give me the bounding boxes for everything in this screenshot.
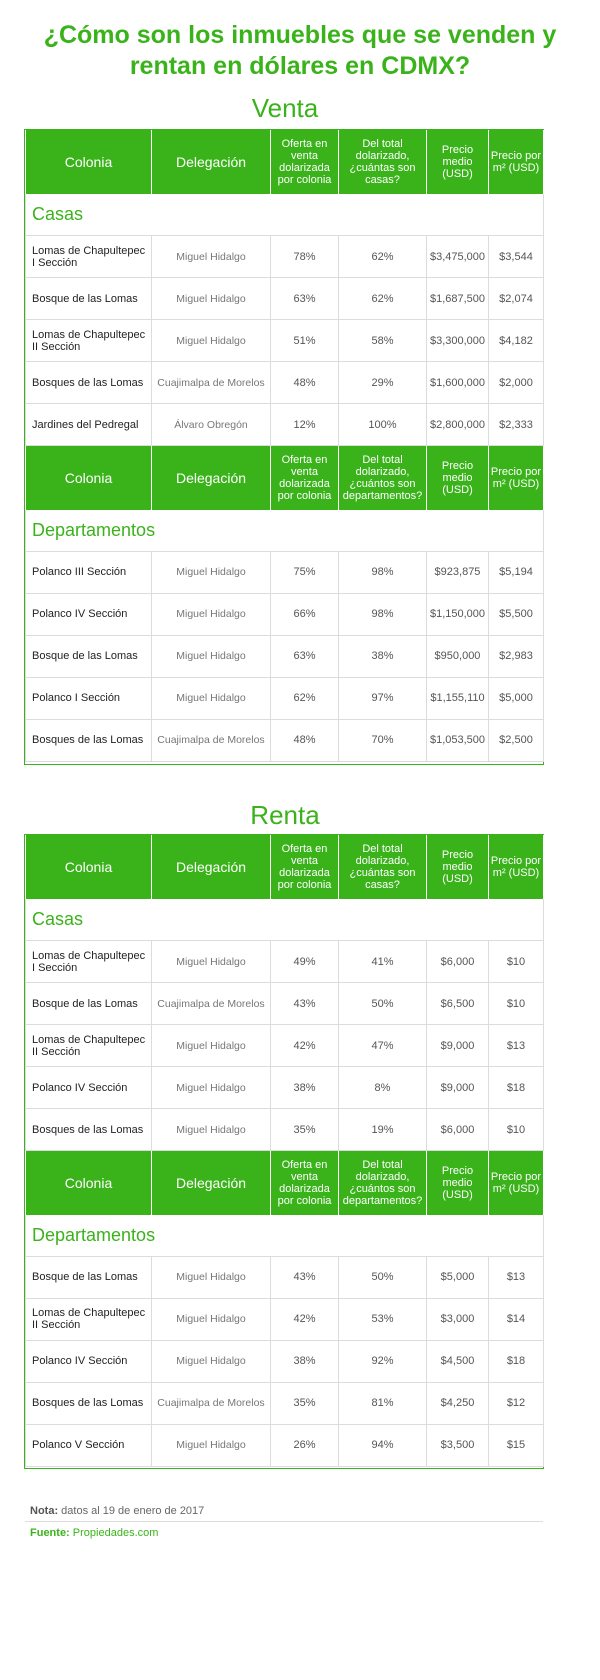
footer-divider [25,1521,543,1522]
title-line-2: rentan en dólares en CDMX? [129,52,471,80]
header-precio-m2: Precio por m² (USD) [489,130,544,194]
precio-medio-cell: $6,500 [427,983,489,1025]
table-row [26,719,544,761]
precio-m2-cell: $18 [489,1067,544,1109]
total-cell: 58% [339,320,427,362]
header-precio-m2: Precio por m² (USD) [489,835,544,899]
header-row [26,835,544,899]
total-cell: 97% [339,677,427,719]
precio-medio-cell: $2,800,000 [427,404,489,446]
footer-note [30,1505,204,1517]
header-colonia: Colonia [26,1151,152,1215]
delegacion-cell: Miguel Hidalgo [152,320,271,362]
oferta-cell: 48% [271,362,339,404]
precio-m2-cell: $10 [489,1109,544,1151]
total-cell: 100% [339,404,427,446]
table-row [26,236,544,278]
header-colonia: Colonia [26,446,152,510]
header-precio-medio: Precio medio (USD) [427,835,489,899]
category-label: Departamentos [26,1215,544,1257]
table-row [26,1109,544,1151]
colonia-cell: Lomas de Chapultepec II Sección [26,1298,152,1340]
header-delegacion: Delegación [152,130,271,194]
note-label: Nota: [30,1505,59,1517]
total-cell: 50% [339,983,427,1025]
oferta-cell: 42% [271,1298,339,1340]
oferta-cell: 43% [271,1256,339,1298]
header-precio-m2: Precio por m² (USD) [489,1151,544,1215]
delegacion-cell: Cuajimalpa de Morelos [152,983,271,1025]
total-cell: 53% [339,1298,427,1340]
colonia-cell: Bosque de las Lomas [26,278,152,320]
renta-section-title: Renta [250,800,320,830]
header-delegacion: Delegación [152,446,271,510]
precio-m2-cell: $3,544 [489,236,544,278]
delegacion-cell: Miguel Hidalgo [152,593,271,635]
table-row [26,1256,544,1298]
header-colonia: Colonia [26,130,152,194]
total-cell: 47% [339,1025,427,1067]
precio-medio-cell: $5,000 [427,1256,489,1298]
header-oferta: Oferta en venta dolarizada por colonia [271,1151,339,1215]
precio-m2-cell: $13 [489,1256,544,1298]
table-row [26,1382,544,1424]
colonia-cell: Polanco III Sección [26,551,152,593]
oferta-cell: 43% [271,983,339,1025]
colonia-cell: Jardines del Pedregal [26,404,152,446]
header-precio-medio: Precio medio (USD) [427,1151,489,1215]
delegacion-cell: Álvaro Obregón [152,404,271,446]
precio-medio-cell: $4,250 [427,1382,489,1424]
colonia-cell: Lomas de Chapultepec II Sección [26,1025,152,1067]
total-cell: 41% [339,941,427,983]
oferta-cell: 38% [271,1067,339,1109]
header-total: Del total dolarizado, ¿cuántas son casas? [339,835,427,899]
header-row [26,446,544,510]
precio-medio-cell: $4,500 [427,1340,489,1382]
delegacion-cell: Miguel Hidalgo [152,677,271,719]
precio-m2-cell: $14 [489,1298,544,1340]
header-oferta: Oferta en venta dolarizada por colonia [271,130,339,194]
precio-medio-cell: $6,000 [427,1109,489,1151]
delegacion-cell: Miguel Hidalgo [152,1067,271,1109]
table-row [26,1067,544,1109]
precio-m2-cell: $12 [489,1382,544,1424]
precio-medio-cell: $923,875 [427,551,489,593]
table-row [26,1298,544,1340]
precio-m2-cell: $4,182 [489,320,544,362]
precio-medio-cell: $1,053,500 [427,719,489,761]
header-delegacion: Delegación [152,835,271,899]
colonia-cell: Polanco IV Sección [26,593,152,635]
venta-table [25,130,544,762]
header-precio-m2: Precio por m² (USD) [489,446,544,510]
oferta-cell: 12% [271,404,339,446]
delegacion-cell: Cuajimalpa de Morelos [152,362,271,404]
precio-m2-cell: $2,500 [489,719,544,761]
precio-medio-cell: $9,000 [427,1025,489,1067]
header-row [26,130,544,194]
delegacion-cell: Miguel Hidalgo [152,1025,271,1067]
header-row [26,1151,544,1215]
oferta-cell: 66% [271,593,339,635]
precio-medio-cell: $1,150,000 [427,593,489,635]
delegacion-cell: Miguel Hidalgo [152,941,271,983]
oferta-cell: 63% [271,635,339,677]
delegacion-cell: Miguel Hidalgo [152,1340,271,1382]
precio-medio-cell: $1,600,000 [427,362,489,404]
precio-medio-cell: $3,475,000 [427,236,489,278]
delegacion-cell: Miguel Hidalgo [152,1256,271,1298]
precio-m2-cell: $10 [489,983,544,1025]
table-row [26,320,544,362]
precio-medio-cell: $9,000 [427,1067,489,1109]
precio-medio-cell: $3,500 [427,1424,489,1466]
colonia-cell: Lomas de Chapultepec I Sección [26,941,152,983]
delegacion-cell: Miguel Hidalgo [152,1109,271,1151]
total-cell: 62% [339,278,427,320]
oferta-cell: 78% [271,236,339,278]
category-label: Casas [26,194,544,236]
table-row [26,362,544,404]
total-cell: 8% [339,1067,427,1109]
precio-medio-cell: $950,000 [427,635,489,677]
colonia-cell: Polanco IV Sección [26,1340,152,1382]
precio-m2-cell: $13 [489,1025,544,1067]
header-colonia: Colonia [26,835,152,899]
colonia-cell: Polanco I Sección [26,677,152,719]
oferta-cell: 42% [271,1025,339,1067]
precio-m2-cell: $5,000 [489,677,544,719]
category-row [26,899,544,941]
title-line-1: ¿Cómo son los inmuebles que se venden y [43,21,557,49]
colonia-cell: Bosques de las Lomas [26,362,152,404]
oferta-cell: 35% [271,1382,339,1424]
colonia-cell: Bosques de las Lomas [26,1382,152,1424]
oferta-cell: 62% [271,677,339,719]
header-total: Del total dolarizado, ¿cuántos son departamentos? [339,1151,427,1215]
precio-m2-cell: $15 [489,1424,544,1466]
total-cell: 92% [339,1340,427,1382]
total-cell: 50% [339,1256,427,1298]
precio-m2-cell: $10 [489,941,544,983]
delegacion-cell: Miguel Hidalgo [152,635,271,677]
category-label: Casas [26,899,544,941]
footer-source [30,1527,158,1539]
oferta-cell: 63% [271,278,339,320]
total-cell: 38% [339,635,427,677]
precio-m2-cell: $2,074 [489,278,544,320]
header-total: Del total dolarizado, ¿cuántas son casas? [339,130,427,194]
renta-table [25,835,544,1467]
oferta-cell: 49% [271,941,339,983]
precio-m2-cell: $5,500 [489,593,544,635]
colonia-cell: Lomas de Chapultepec I Sección [26,236,152,278]
table-row [26,1340,544,1382]
precio-medio-cell: $1,155,110 [427,677,489,719]
colonia-cell: Bosque de las Lomas [26,635,152,677]
precio-m2-cell: $5,194 [489,551,544,593]
total-cell: 98% [339,593,427,635]
category-label: Departamentos [26,510,544,552]
total-cell: 19% [339,1109,427,1151]
colonia-cell: Lomas de Chapultepec II Sección [26,320,152,362]
table-row [26,635,544,677]
category-row [26,194,544,236]
delegacion-cell: Miguel Hidalgo [152,551,271,593]
precio-m2-cell: $2,333 [489,404,544,446]
total-cell: 29% [339,362,427,404]
table-row [26,1025,544,1067]
precio-medio-cell: $6,000 [427,941,489,983]
source-text: Propiedades.com [72,1527,159,1539]
total-cell: 94% [339,1424,427,1466]
table-row [26,983,544,1025]
header-delegacion: Delegación [152,1151,271,1215]
header-oferta: Oferta en venta dolarizada por colonia [271,835,339,899]
oferta-cell: 35% [271,1109,339,1151]
colonia-cell: Bosque de las Lomas [26,983,152,1025]
delegacion-cell: Miguel Hidalgo [152,278,271,320]
category-row [26,510,544,552]
table-row [26,677,544,719]
table-row [26,941,544,983]
note-text: datos al 19 de enero de 2017 [61,1505,205,1517]
colonia-cell: Bosques de las Lomas [26,719,152,761]
precio-medio-cell: $1,687,500 [427,278,489,320]
total-cell: 81% [339,1382,427,1424]
table-row [26,278,544,320]
delegacion-cell: Miguel Hidalgo [152,1298,271,1340]
oferta-cell: 48% [271,719,339,761]
delegacion-cell: Miguel Hidalgo [152,1424,271,1466]
oferta-cell: 75% [271,551,339,593]
oferta-cell: 51% [271,320,339,362]
oferta-cell: 38% [271,1340,339,1382]
source-label: Fuente: [30,1527,70,1539]
table-row [26,551,544,593]
delegacion-cell: Miguel Hidalgo [152,236,271,278]
colonia-cell: Bosques de las Lomas [26,1109,152,1151]
header-precio-medio: Precio medio (USD) [427,130,489,194]
total-cell: 70% [339,719,427,761]
colonia-cell: Polanco IV Sección [26,1067,152,1109]
total-cell: 62% [339,236,427,278]
colonia-cell: Bosque de las Lomas [26,1256,152,1298]
oferta-cell: 26% [271,1424,339,1466]
precio-m2-cell: $2,983 [489,635,544,677]
page-title [0,20,600,82]
table-row [26,593,544,635]
precio-medio-cell: $3,300,000 [427,320,489,362]
delegacion-cell: Cuajimalpa de Morelos [152,1382,271,1424]
table-row [26,404,544,446]
precio-medio-cell: $3,000 [427,1298,489,1340]
delegacion-cell: Cuajimalpa de Morelos [152,719,271,761]
table-row [26,1424,544,1466]
precio-m2-cell: $2,000 [489,362,544,404]
venta-section-title: Venta [251,93,319,123]
header-precio-medio: Precio medio (USD) [427,446,489,510]
category-row [26,1215,544,1257]
header-oferta: Oferta en venta dolarizada por colonia [271,446,339,510]
header-total: Del total dolarizado, ¿cuántos son departamentos? [339,446,427,510]
colonia-cell: Polanco V Sección [26,1424,152,1466]
total-cell: 98% [339,551,427,593]
precio-m2-cell: $18 [489,1340,544,1382]
